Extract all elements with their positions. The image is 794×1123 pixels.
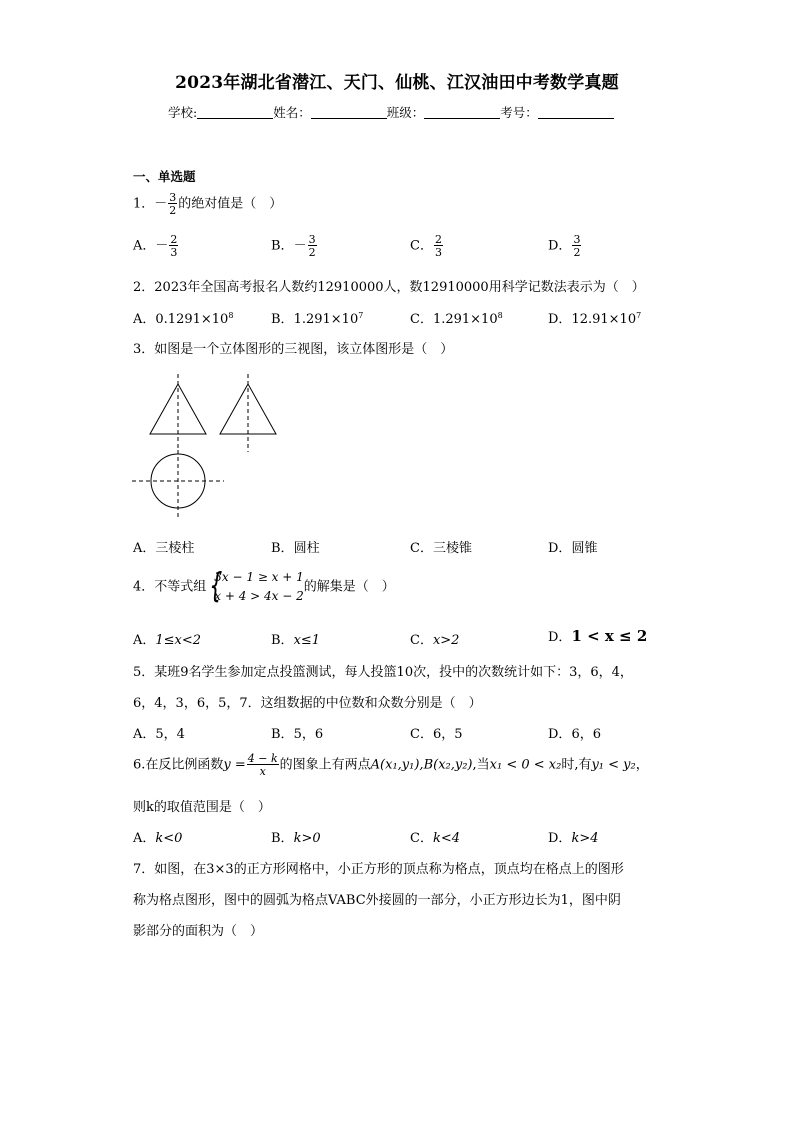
q3-option-c[interactable]: C．三棱锥 (410, 541, 472, 556)
q4-lead: 4．不等式组 (133, 579, 207, 595)
q6-option-b[interactable]: B．k>0 (271, 831, 321, 846)
q5-option-b[interactable]: B．5，6 (271, 727, 324, 742)
class-blank (424, 105, 500, 119)
question-6-line-2: 则k的取值范围是（ ） (133, 800, 271, 815)
name-label: 姓名： (273, 105, 311, 120)
q3-option-d[interactable]: D．圆锥 (548, 541, 598, 556)
q2-option-d[interactable]: D．$12.91\times 10^7$ (548, 311, 642, 327)
question-5-line-1: 5．某班9名学生参加定点投篮测试，每人投篮10次，投中的次数统计如下：3，6，4， (133, 665, 633, 680)
q2-option-b[interactable]: B．$1.291\times 10^7$ (271, 311, 364, 327)
q5-option-c[interactable]: C．6，5 (410, 727, 463, 742)
q1-option-a[interactable]: A．－ $\frac{2}{3}$ (133, 233, 178, 259)
exam-no-blank (538, 105, 614, 119)
q6-points: A(x₁,y₁),B(x₂,y₂) (370, 757, 473, 773)
q5-option-d[interactable]: D．6，6 (548, 727, 601, 742)
q4-text: 的解集是（ ） (303, 579, 395, 595)
section-heading: 一、单选题 (133, 169, 196, 184)
q1-fraction: $\frac{3}{2}$ (169, 191, 177, 217)
q1-option-b[interactable]: B．－ $\frac{3}{2}$ (271, 233, 316, 259)
question-1 (133, 192, 282, 216)
question-2: 2．2023年全国高考报名人数约12910000人，数12910000用科学记数法表示为（ ） (133, 280, 645, 295)
question-3: 3．如图是一个立体图形的三视图，该立体图形是（ ） (133, 342, 454, 357)
question-5-line-2: 6，4，3，6，5，7．这组数据的中位数和众数分别是（ ） (133, 696, 482, 711)
q4-option-c[interactable]: C．x>2 (410, 633, 460, 648)
q4-option-a[interactable]: A．1≤x<2 (133, 633, 202, 648)
q2-option-c[interactable]: C．$1.291\times 10^8$ (410, 311, 503, 327)
q4-option-d[interactable]: D．1 < x ≤ 2 (548, 627, 648, 645)
school-blank (197, 105, 273, 119)
class-label: 班级： (386, 105, 425, 120)
student-info-line (168, 103, 614, 121)
q1-text: 的绝对值是（ ） (178, 196, 283, 212)
question-6-line-1: 6.在反比例函数y = $\frac{4 - k}{x}$ 的图象上有两点A(x₁,y₁),B(x₂,y₂),当x₁ < 0 < x₂时,有y₁ < y₂， (133, 752, 649, 778)
q1-sign: － (154, 196, 168, 212)
q1-number: 1． (133, 196, 155, 212)
q5-option-a[interactable]: A．5，4 (133, 727, 185, 742)
q4-option-b[interactable]: B．x≤1 (271, 633, 321, 648)
name-blank (311, 105, 387, 119)
exam-no-label: 考号： (500, 105, 538, 120)
page-title: 2023年湖北省潜江、天门、仙桃、江汉油田中考数学真题 (175, 73, 619, 93)
q4-inequality-system: { 3x − 1 ≥ x + 1 x + 4 > 4x − 2 (209, 566, 304, 606)
question-4 (133, 568, 395, 606)
q2-option-a[interactable]: A．$0.1291\times 10^8$ (133, 311, 234, 327)
q1-option-d[interactable]: D． $\frac{3}{2}$ (548, 233, 581, 259)
q6-option-c[interactable]: C．k<4 (410, 831, 460, 846)
question-7-line-3: 影部分的面积为（ ） (133, 924, 264, 939)
q3-option-a[interactable]: A．三棱柱 (133, 541, 195, 556)
school-label: 学校: (168, 105, 198, 120)
side-view-figure (210, 370, 290, 460)
question-7-line-1: 7．如图，在3×3的正方形网格中，小正方形的顶点称为格点，顶点均在格点上的图形 (133, 862, 624, 877)
q6-fraction: $\frac{4 - k}{x}$ (247, 752, 278, 778)
question-7-line-2: 称为格点图形，图中的圆弧为格点VABC外接圆的一部分，小正方形边长为1，图中阴 (133, 893, 621, 908)
q6-option-a[interactable]: A．k<0 (133, 831, 183, 846)
q6-option-d[interactable]: D．k>4 (548, 831, 599, 846)
q1-option-c[interactable]: C． $\frac{2}{3}$ (410, 233, 442, 259)
q3-option-b[interactable]: B．圆柱 (271, 541, 320, 556)
